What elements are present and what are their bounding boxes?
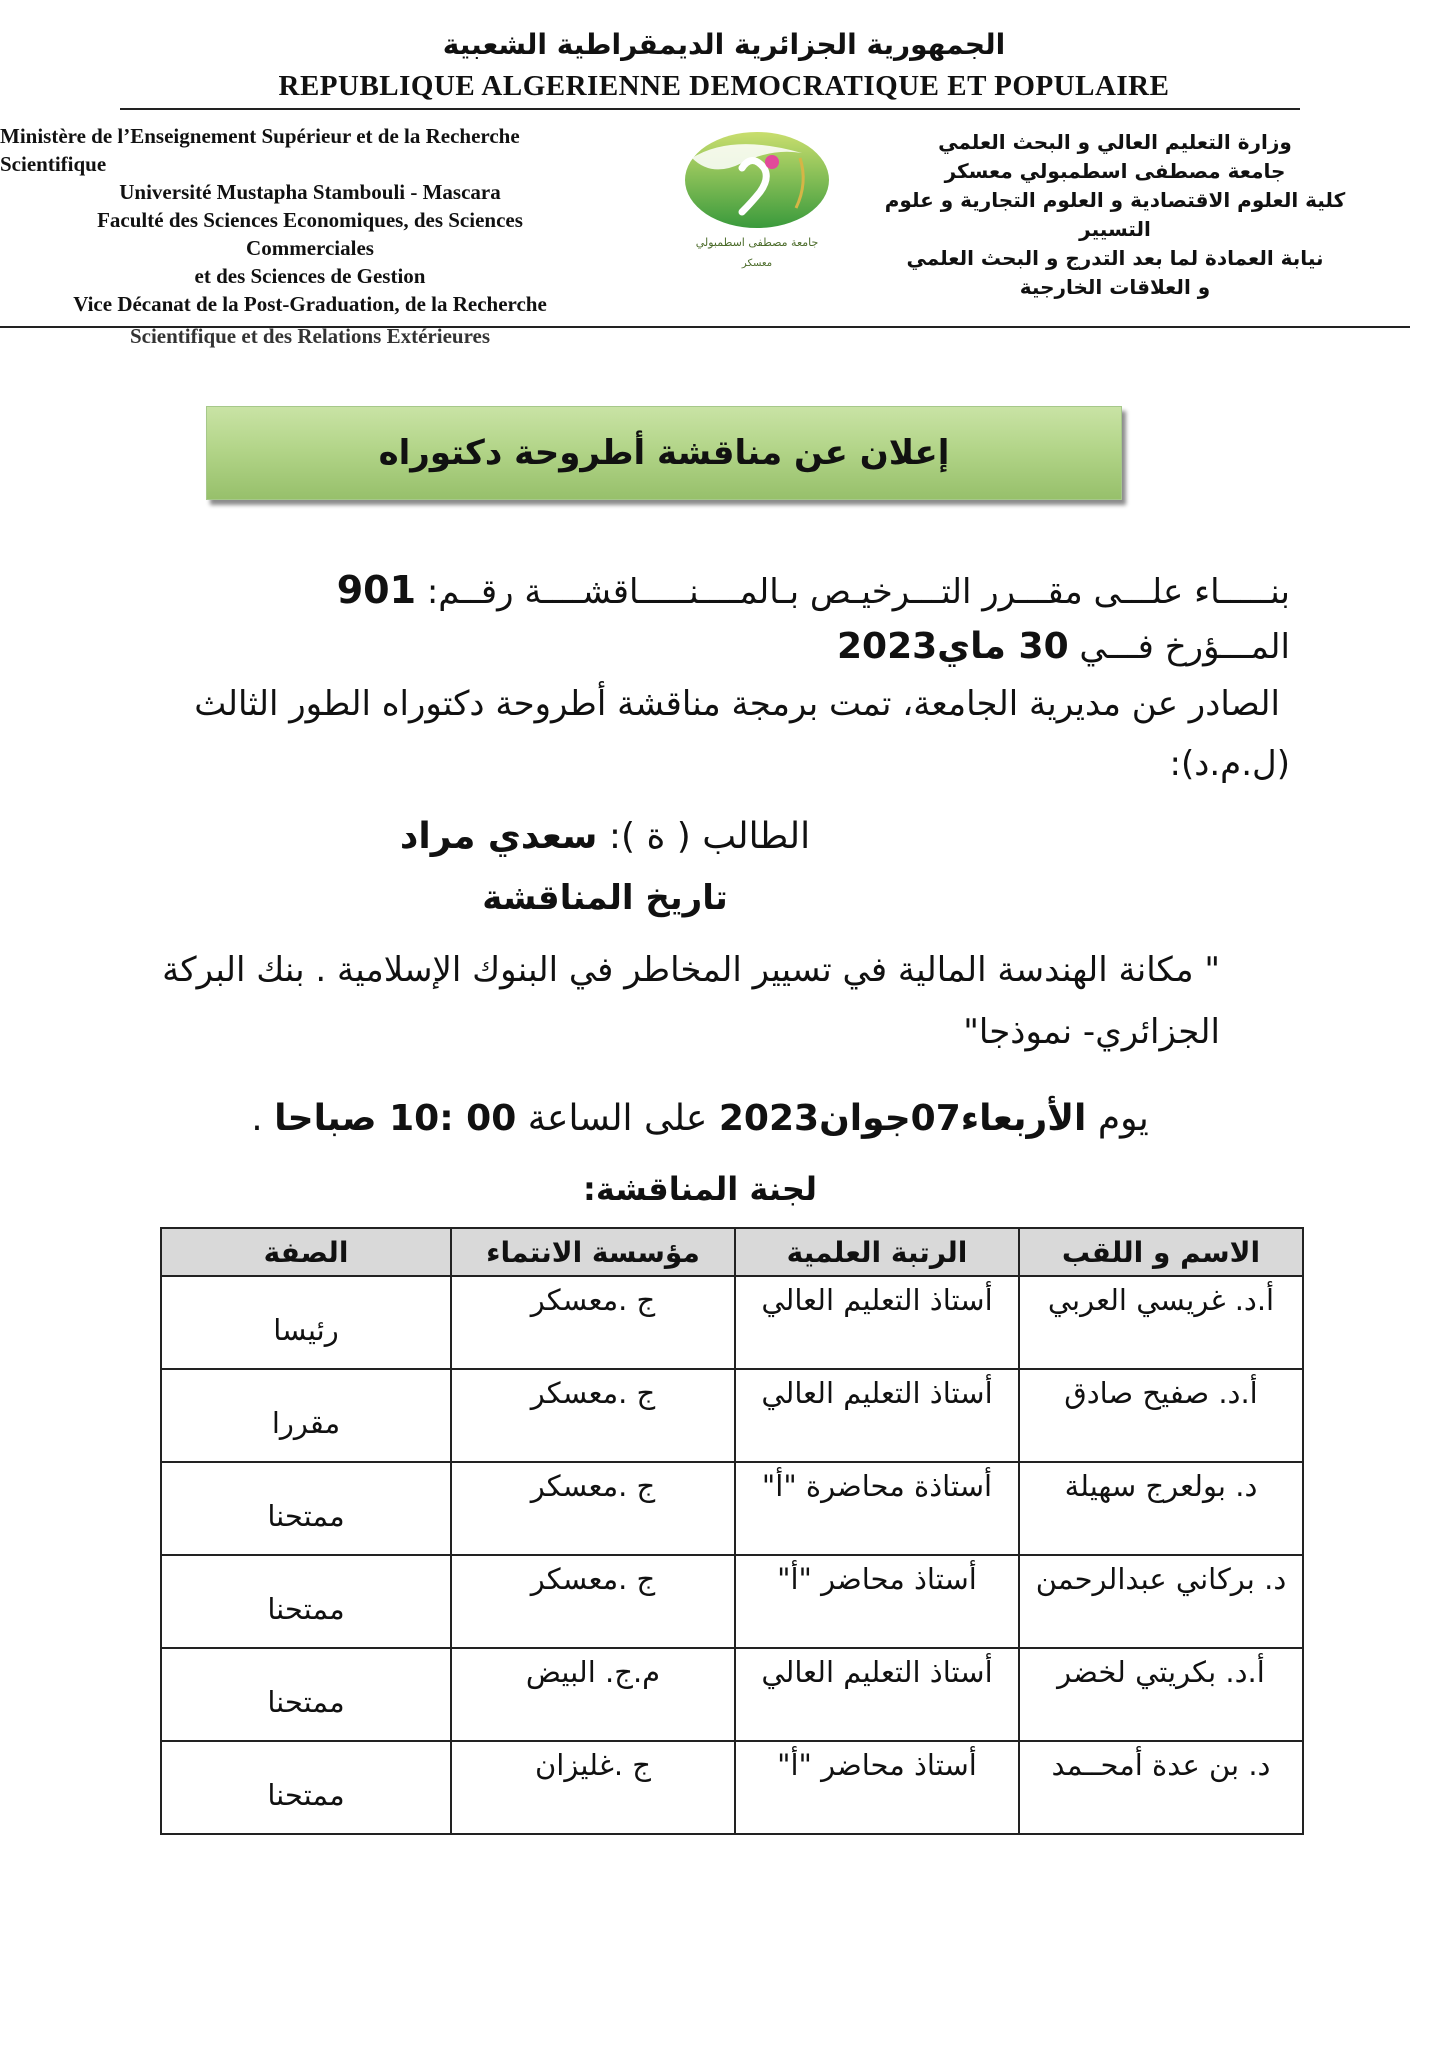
header-french-republic: REPUBLIQUE ALGERIENNE DEMOCRATIQUE ET POPULAIRE: [278, 70, 1170, 102]
logo-caption-bottom: معسكر: [741, 258, 773, 269]
member-role: ممتحنا: [161, 1648, 451, 1741]
faculty-line: Faculté des Sciences Economiques, des Sciences: [97, 208, 523, 232]
external-relations-ar-line: و العلاقات الخارجية: [1019, 275, 1211, 299]
french-institution-block: [0, 122, 620, 318]
student-line: [300, 816, 910, 857]
decision-line: [130, 568, 1290, 612]
member-name: د. بن عدة أمحــمد: [1019, 1741, 1303, 1834]
member-rank: أستاذة محاضرة "أ": [735, 1462, 1019, 1555]
member-name: د. بركاني عبدالرحمن: [1019, 1555, 1303, 1648]
decision-date-text: المـــؤرخ فـــي: [1068, 627, 1290, 667]
schedule-day-date: الأربعاء07جوان2023: [718, 1098, 1087, 1139]
member-name: أ.د. غريسي العربي: [1019, 1276, 1303, 1369]
decision-text: بنـــــاء علـــى مقـــرر التـــرخيـص بـالمــــنـــــاقشــــة رقــم:: [416, 572, 1290, 612]
arabic-institution-block: [855, 128, 1375, 302]
vice-dean-line: Vice Décanat de la Post-Graduation, de la Recherche: [73, 292, 547, 316]
member-institution: ج .غليزان: [451, 1741, 735, 1834]
member-role: ممتحنا: [161, 1462, 451, 1555]
schedule-time: 00 :10 صباحا: [274, 1098, 517, 1139]
decision-date-line: [130, 626, 1290, 667]
member-rank: أستاذ التعليم العالي: [735, 1369, 1019, 1462]
header-institution: مؤسسة الانتماء: [451, 1228, 735, 1276]
header-divider-top: [120, 108, 1300, 110]
ministry-line: Ministère de l’Enseignement Supérieur et de la Recherche: [0, 124, 520, 148]
member-role: ممتحنا: [161, 1741, 451, 1834]
member-role: ممتحنا: [161, 1555, 451, 1648]
schedule-prefix: يوم: [1086, 1098, 1149, 1139]
decision-number: 901: [336, 568, 417, 612]
member-rank: أستاذ محاضر "أ": [735, 1741, 1019, 1834]
lmd-line: (ل.م.د):: [1169, 744, 1290, 784]
schedule-suffix: .: [251, 1098, 275, 1139]
student-label: الطالب ( ة ):: [597, 816, 811, 857]
student-name: سعدي مراد: [399, 816, 598, 857]
header-arabic-republic: الجمهورية الجزائرية الديمقراطية الشعبية: [442, 28, 1006, 61]
header-role: الصفة: [161, 1228, 451, 1276]
member-role: رئيسا: [161, 1276, 451, 1369]
logo-caption-top: جامعة مصطفى اسطمبولي: [695, 236, 819, 249]
header-rank: الرتبة العلمية: [735, 1228, 1019, 1276]
university-logo: [672, 128, 842, 278]
table-row: [161, 1462, 1303, 1555]
member-name: أ.د. صفيح صادق: [1019, 1369, 1303, 1462]
member-institution: ج .معسكر: [451, 1462, 735, 1555]
member-institution: ج .معسكر: [451, 1369, 735, 1462]
member-institution: ج .معسكر: [451, 1555, 735, 1648]
member-name: أ.د. بكريتي لخضر: [1019, 1648, 1303, 1741]
table-row: [161, 1369, 1303, 1462]
member-rank: أستاذ التعليم العالي: [735, 1648, 1019, 1741]
committee-heading: لجنة المناقشة:: [583, 1170, 817, 1208]
member-role: مقررا: [161, 1369, 451, 1462]
decision-date: 30 ماي2023: [836, 626, 1069, 667]
defense-schedule: [200, 1098, 1200, 1139]
member-rank: أستاذ التعليم العالي: [735, 1276, 1019, 1369]
thesis-title-line1: " مكانة الهندسة المالية في تسيير المخاطر في البنوك الإسلامية . بنك البركة: [162, 950, 1220, 990]
programming-line: الصادر عن مديرية الجامعة، تمت برمجة مناقشة أطروحة دكتوراه الطور الثالث: [194, 684, 1280, 724]
header-divider-bottom: [0, 326, 1410, 328]
table-row: [161, 1741, 1303, 1834]
defense-date-heading: تاريخ المناقشة: [482, 878, 728, 918]
committee-table: [160, 1227, 1304, 1835]
member-institution: م.ج. البيض: [451, 1648, 735, 1741]
schedule-middle: على الساعة: [516, 1098, 719, 1139]
logo-figure-head: [765, 155, 779, 169]
table-row: [161, 1555, 1303, 1648]
table-row: [161, 1276, 1303, 1369]
vice-dean-line-cut: Scientifique et des Relations Extérieures: [129, 324, 491, 348]
university-line: Université Mustapha Stambouli - Mascara: [119, 180, 501, 204]
table-header-row: [161, 1228, 1303, 1276]
university-ar-line: جامعة مصطفى اسطمبولي معسكر: [944, 159, 1286, 183]
ministry-line-cont: Scientifique: [0, 152, 107, 176]
ministry-ar-line: وزارة التعليم العالي و البحث العلمي: [938, 130, 1292, 154]
faculty-line-cont2: et des Sciences de Gestion: [194, 264, 426, 288]
member-institution: ج .معسكر: [451, 1276, 735, 1369]
faculty-ar-line: كلية العلوم الاقتصادية و العلوم التجارية و علوم التسيير: [884, 188, 1346, 241]
table-row: [161, 1648, 1303, 1741]
faculty-line-cont: Commerciales: [246, 236, 374, 260]
member-rank: أستاذ محاضر "أ": [735, 1555, 1019, 1648]
announcement-banner: [206, 406, 1122, 500]
header-name: الاسم و اللقب: [1019, 1228, 1303, 1276]
member-name: د. بولعرج سهيلة: [1019, 1462, 1303, 1555]
thesis-title-line2: الجزائري- نموذجا": [963, 1012, 1220, 1052]
vice-dean-ar-line: نيابة العمادة لما بعد التدرج و البحث العلمي: [906, 246, 1324, 270]
banner-title: إعلان عن مناقشة أطروحة دكتوراه: [378, 433, 950, 473]
